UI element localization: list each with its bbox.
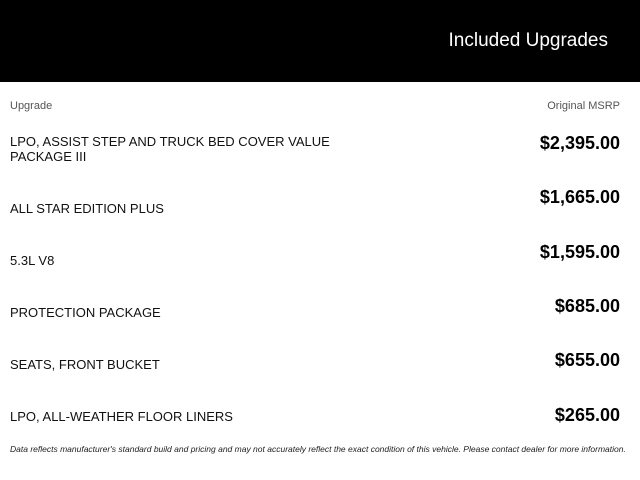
upgrade-price: $685.00	[554, 296, 620, 316]
column-header-upgrade: Upgrade	[10, 100, 53, 112]
upgrade-price: $2,395.00	[539, 133, 620, 153]
upgrade-price: $1,595.00	[539, 242, 620, 262]
upgrade-name: 5.3L V8	[10, 253, 55, 268]
upgrade-name: SEATS, FRONT BUCKET	[10, 357, 160, 372]
upgrade-price: $265.00	[554, 405, 620, 425]
upgrade-price: $655.00	[554, 350, 620, 370]
upgrade-name: ALL STAR EDITION PLUS	[10, 201, 164, 216]
upgrade-price: $1,665.00	[539, 187, 620, 207]
column-header-msrp: Original MSRP	[547, 100, 620, 112]
page-title: Included Upgrades	[448, 30, 608, 51]
upgrade-name: PROTECTION PACKAGE	[10, 305, 161, 320]
upgrade-name: LPO, ASSIST STEP AND TRUCK BED COVER VALUE PACKAGE III	[10, 134, 330, 164]
upgrade-name: LPO, ALL-WEATHER FLOOR LINERS	[10, 409, 233, 424]
disclaimer-text: Data reflects manufacturer's standard build and pricing and may not accurately reflect the exact condition of this vehicle. Please contact dealer for more information.	[10, 444, 626, 454]
